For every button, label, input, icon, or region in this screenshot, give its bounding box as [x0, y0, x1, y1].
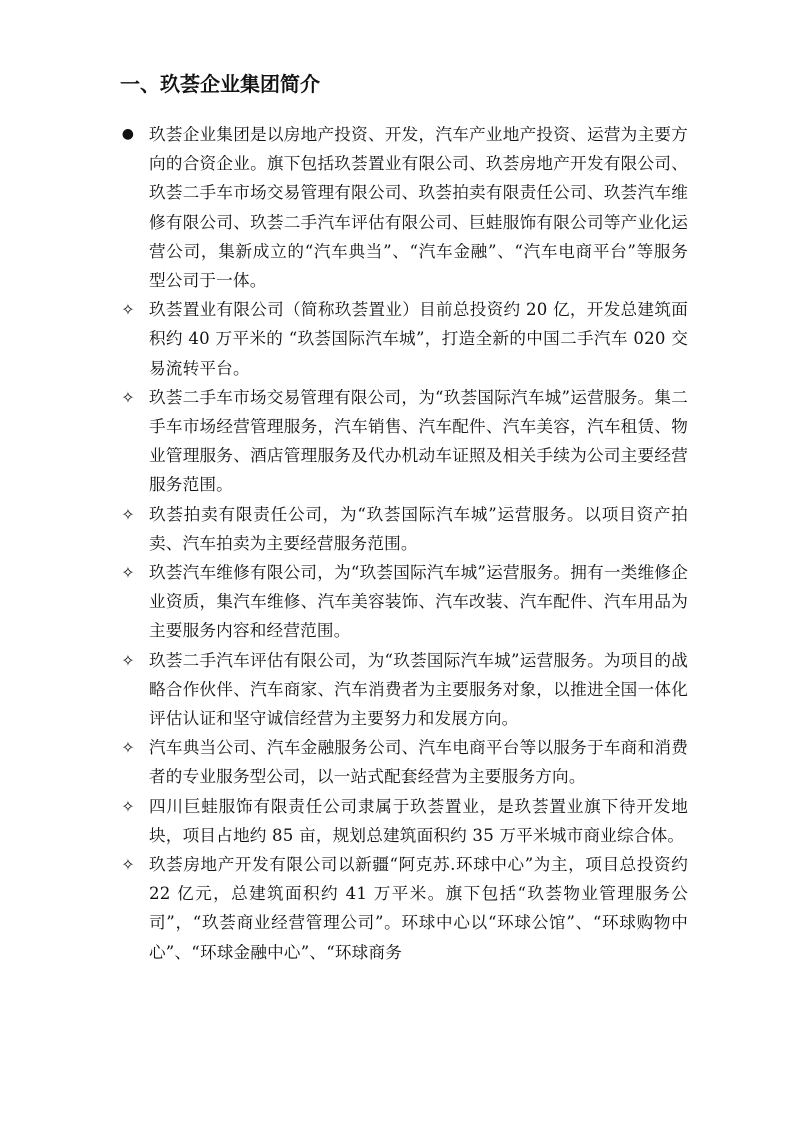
company-intro-list — [118, 120, 688, 967]
item-text: 玖荟二手车市场交易管理有限公司，为“玖荟国际汽车城”运营服务。集二手车市场经营管理服务，汽车销售、汽车配件、汽车美容，汽车租赁、物业管理服务、酒店管理服务及代办机动车证照及相关手续为公司主要经营服务范围。 — [149, 387, 688, 495]
item-text: 玖荟房地产开发有限公司以新疆“阿克苏.环球中心”为主，项目总投资约 22 亿元，总建筑面积约 41 万平米。旗下包括“玖荟物业管理服务公司”，“玖荟商业经营管理公司”。环球中心以“环球公馆”、“环球购物中心”、“环球金融中心”、“环球商务 — [149, 855, 688, 962]
bullet-diamond-icon: ✧ — [121, 650, 135, 670]
list-item-real-estate — [118, 850, 688, 967]
bullet-diamond-icon: ✧ — [121, 738, 135, 758]
list-item-evaluation — [118, 646, 688, 734]
list-item-used-car-market — [118, 383, 688, 500]
bullet-diamond-icon: ✧ — [121, 504, 135, 524]
item-text: 玖荟企业集团是以房地产投资、开发，汽车产业地产投资、运营为主要方向的合资企业。旗下包括玖荟置业有限公司、玖荟房地产开发有限公司、玖荟二手车市场交易管理有限公司、玖荟拍卖有限责任公司、玖荟汽车维修有限公司、玖荟二手汽车评估有限公司、巨蛙服饰有限公司等产业化运营公司，集新成立的“汽车典当”、“汽车金融”、“汽车电商平台”等服务型公司于一体。 — [149, 125, 688, 291]
list-item-juwa-apparel — [118, 792, 688, 850]
list-item-group-overview — [118, 120, 688, 295]
list-item-service-companies — [118, 733, 688, 791]
bullet-diamond-icon: ✧ — [121, 300, 135, 320]
item-text: 玖荟置业有限公司（简称玖荟置业）目前总投资约 20 亿，开发总建筑面积约 40 万平米的 “玖荟国际汽车城”，打造全新的中国二手汽车 020 交易流转平台。 — [149, 300, 688, 378]
section-heading: 一、玖荟企业集团简介 — [120, 72, 320, 96]
bullet-diamond-icon: ✧ — [121, 796, 135, 816]
list-item-repair — [118, 558, 688, 646]
item-text: 四川巨蛙服饰有限责任公司隶属于玖荟置业，是玖荟置业旗下待开发地块，项目占地约 85 亩，规划总建筑面积约 35 万平米城市商业综合体。 — [149, 796, 688, 845]
list-item-auction — [118, 500, 688, 558]
bullet-diamond-icon: ✧ — [121, 387, 135, 407]
item-text: 玖荟汽车维修有限公司，为“玖荟国际汽车城”运营服务。拥有一类维修企业资质，集汽车维修、汽车美容装饰、汽车改装、汽车配件、汽车用品为主要服务内容和经营范围。 — [149, 563, 688, 641]
bullet-dot-icon: ● — [121, 126, 135, 142]
item-text: 汽车典当公司、汽车金融服务公司、汽车电商平台等以服务于车商和消费者的专业服务型公司，以一站式配套经营为主要服务方向。 — [149, 738, 688, 787]
item-text: 玖荟二手汽车评估有限公司，为“玖荟国际汽车城”运营服务。为项目的战略合作伙伴、汽车商家、汽车消费者为主要服务对象，以推进全国一体化评估认证和坚守诚信经营为主要努力和发展方向。 — [149, 650, 688, 729]
bullet-diamond-icon: ✧ — [121, 563, 135, 583]
bullet-diamond-icon: ✧ — [121, 855, 135, 875]
item-text: 玖荟拍卖有限责任公司，为“玖荟国际汽车城”运营服务。以项目资产拍卖、汽车拍卖为主要经营服务范围。 — [149, 504, 688, 553]
list-item-zhiye — [118, 295, 688, 383]
